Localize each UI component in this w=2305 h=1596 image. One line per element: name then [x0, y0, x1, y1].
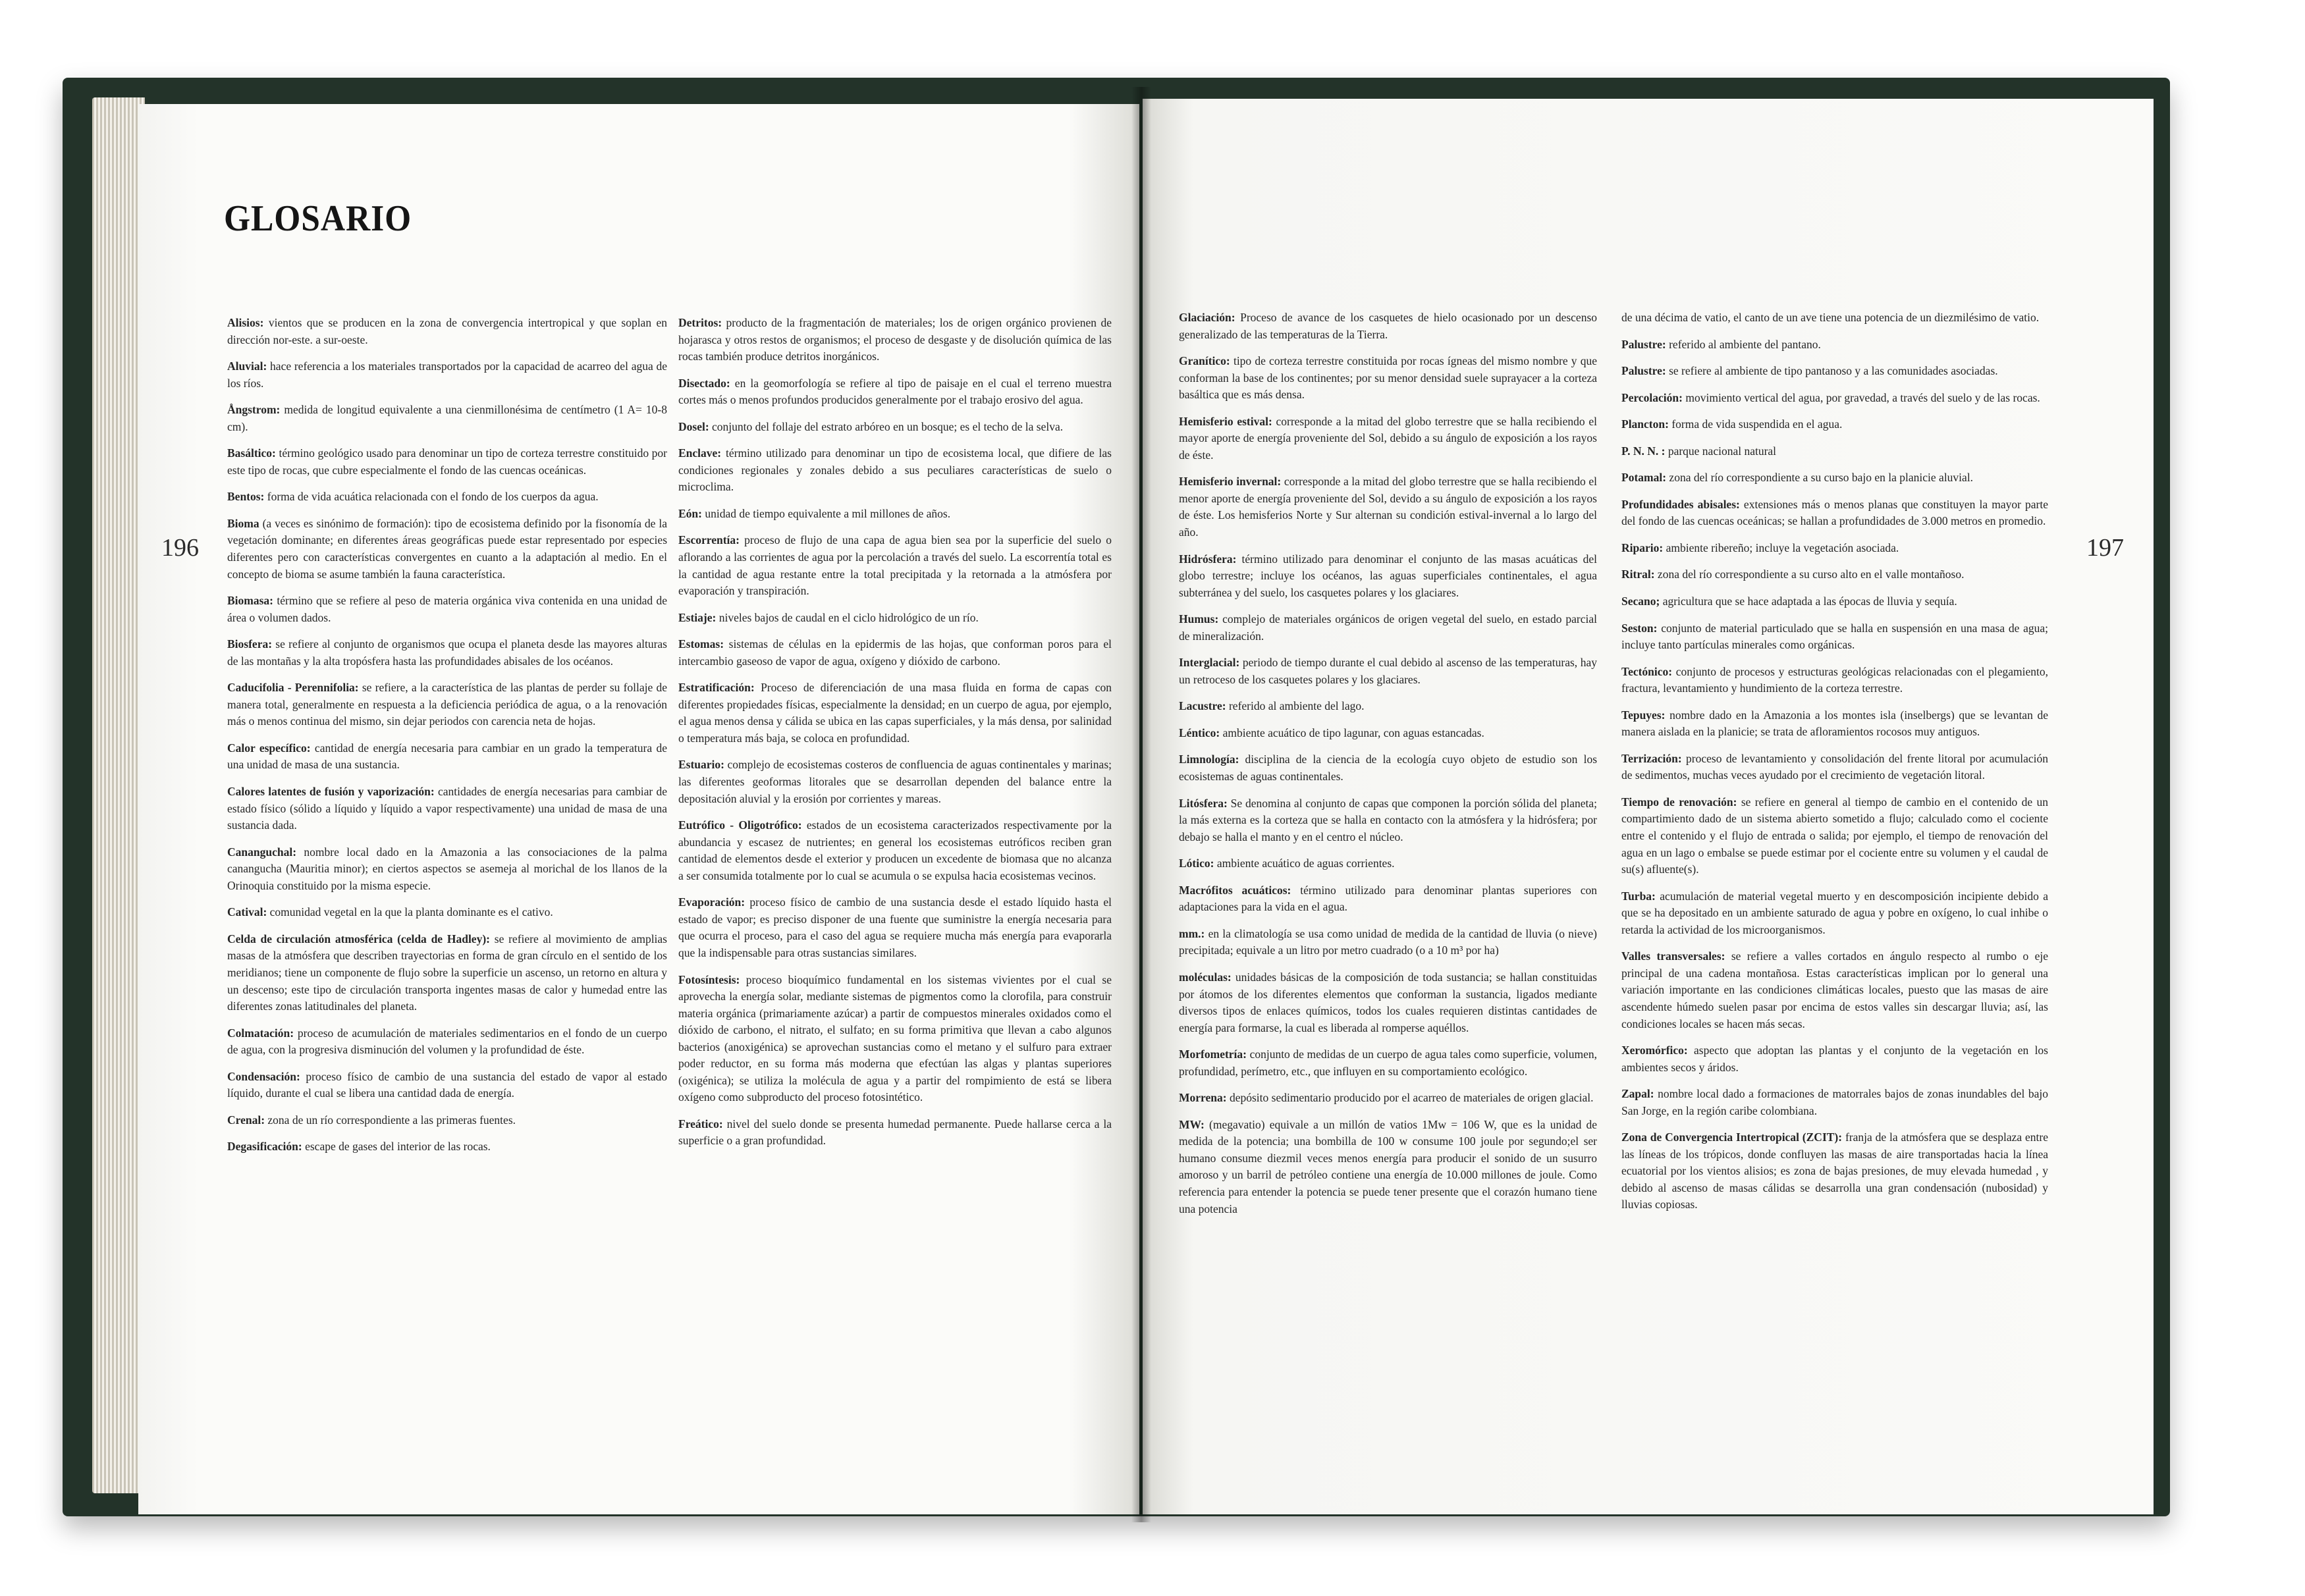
glossary-term: Hemisferio estival: — [1179, 414, 1272, 428]
glossary-definition: término que se refiere al peso de materia orgánica viva contenida en una unidad de área o volumen dados. — [227, 594, 667, 624]
glossary-definition: referido al ambiente del pantano. — [1666, 337, 1821, 351]
glossary-definition: forma de vida acuática relacionada con el fondo de los cuerpos da agua. — [264, 490, 599, 504]
glossary-definition: conjunto de medidas de un cuerpo de agua tales como superficie, volumen, profundidad, perímetro, etc., que influyen en su comportamiento ecológico. — [1179, 1048, 1597, 1078]
glossary-entry — [227, 358, 667, 392]
glossary-term: Disectado: — [678, 376, 730, 390]
glossary-term: Biomasa: — [227, 594, 273, 608]
glossary-entry — [678, 894, 1112, 961]
glossary-term: Bentos: — [227, 490, 265, 504]
glossary-entry — [227, 844, 667, 895]
glossary-entry — [1621, 707, 2048, 741]
glossary-term: Cananguchal: — [227, 845, 297, 859]
glossary-term: Xeromórfico: — [1621, 1044, 1688, 1057]
glossary-entry — [1621, 496, 2048, 530]
glossary-definition: se refiere al conjunto de organismos que ocupa el planeta desde las mayores alturas de las montañas y la alta tropósfera hasta las profundidades abisales de los océanos. — [227, 637, 667, 668]
glossary-definition: proceso de acumulación de materiales sedimentarios en el fondo de un cuerpo de agua, con la progresiva disminución del volumen y la profundidad de éste. — [227, 1026, 667, 1057]
glossary-definition: nivel del suelo donde se presenta humedad permanente. Puede hallarse cerca a la superficie o a gran profundidad. — [678, 1117, 1112, 1148]
glossary-definition: nombre dado en la Amazonia a los montes isla (inselbergs) que se levantan de manera aislada en la planicie; se trata de afloramientos rocosos muy antiguos. — [1621, 708, 2048, 739]
glossary-entry — [1179, 353, 1597, 404]
glossary-term: Zona de Convergencia Intertropical (ZCIT): — [1621, 1130, 1843, 1144]
glossary-definition: zona del río correspondiente a su curso bajo en la planicie aluvial. — [1666, 471, 1974, 485]
glossary-definition: se refiere a valles cortados en ángulo respecto al rumbo o eje principal de una cadena montañosa. Estas características implican por lo general una variación importante en las condiciones climáticas locales, puesto que las masas de aire ascendente húmedo suelen pasar por encima de estos valles sin descargar lluvia; así, las condiciones locales se hacen más secas. — [1621, 949, 2048, 1030]
glossary-definition: conjunto del follaje del estrato arbóreo en un bosque; es el techo de la selva. — [709, 419, 1064, 433]
glossary-entry — [1179, 611, 1597, 645]
glossary-definition: unidades básicas de la composición de toda sustancia; se hallan constituidas por átomos de los diferentes elementos que conforman la sustancia, ligados mediante diversos tipos de enlaces químicos, todos los cuales requieren distintas cantidades de energía para formarse, la cual es liberada al romperse aquéllos. — [1179, 970, 1597, 1034]
glossary-column-3 — [1179, 309, 1597, 1227]
glossary-entry — [227, 679, 667, 730]
glossary-definition: proceso bioquímico fundamental en los sistemas vivientes por el cual se aprovecha la energía solar, mediante sistemas de pigmentos como la clorofila, para construir materia orgánica (primariamente azúcar) a partir de compuestos minerales oxidados como el dióxido de carbono, el nitrato, el sulfato; en su forma primitiva que llevan a cabo algunos bacterios (anoxigénica) se aprovechan sustancias como el metano y el sulfuro para extraer poder reductor, en su forma más moderna que efectúan las algas y plantas superiores (oxigénica); se utiliza la molécula de agua y a partir del rompimiento de está se libera oxígeno como subproducto del proceso fotosintético. — [678, 972, 1112, 1104]
glossary-term: Palustre: — [1621, 364, 1666, 378]
glossary-term: Dosel: — [678, 419, 709, 433]
book-gutter — [1131, 87, 1151, 1522]
glossary-definition: Proceso de diferenciación de una masa fluida en forma de capas con diferentes propiedades físicas, especialmente la densidad; en un cuerpo de agua, por ejemplo, el agua menos densa y cálida se ubica en las capas superficiales, y la más densa, por salinidad o temperatura más baja, se coloca en profundidad. — [678, 681, 1112, 745]
glossary-entry — [1621, 1042, 2048, 1076]
glossary-term: Glaciación: — [1179, 311, 1235, 324]
glossary-entry — [227, 931, 667, 1015]
glossary-term: Léntico: — [1179, 726, 1220, 739]
glossary-term: Estratificación: — [678, 681, 755, 695]
glossary-definition: término utilizado para denominar el conjunto de las masas acuáticas del globo terrestre; incluye los océanos, las aguas superficiales continentales, el agua subterránea y del suelo, los casquetes polares y los glaciares. — [1179, 552, 1597, 599]
glossary-entry — [227, 1025, 667, 1059]
glossary-entry — [1179, 551, 1597, 602]
glossary-entry — [1179, 1090, 1597, 1107]
glossary-entry — [1179, 882, 1597, 916]
glossary-definition: tipo de corteza terrestre constituida por rocas ígneas del mismo nombre y que conforman la base de los continentes; por su menor densidad suele suprayacer a la corteza basáltica que es más densa. — [1179, 354, 1597, 402]
glossary-definition: (a veces es sinónimo de formación): tipo de ecosistema definido por la fisonomía de la vegetación dominante; en diferentes áreas geográficas puede estar representado por especies diferentes pero con características convergentes en cuanto a la adaptación al medio. En el concepto de bioma se asume también la fauna característica. — [227, 516, 667, 581]
glossary-entry — [227, 593, 667, 626]
glossary-term: Valles transversales: — [1621, 949, 1725, 963]
glossary-term: mm.: — [1179, 926, 1205, 940]
glossary-entry — [1179, 654, 1597, 688]
glossary-definition: conjunto de material particulado que se halla en suspensión en una masa de agua; incluye tanto partículas minerales como orgánicas. — [1621, 621, 2048, 652]
glossary-entry — [678, 679, 1112, 747]
page-edges — [92, 97, 145, 1493]
glossary-term: Estomas: — [678, 637, 724, 651]
glossary-term: Turba: — [1621, 889, 1656, 903]
glossary-definition: nombre local dado en la Amazonia a las consociaciones de la palma canangucha (Mauritia minor); en ciertos aspectos se asemeja al morichal de los llanos de la Orinoquia constituido por la misma especie. — [227, 845, 667, 892]
glossary-term: Basáltico: — [227, 446, 276, 460]
glossary-term: Tepuyes: — [1621, 708, 1666, 722]
glossary-definition: agricultura que se hace adaptada a las épocas de lluvia y sequía. — [1660, 595, 1957, 608]
glossary-definition: complejo de ecosistemas costeros de confluencia de aguas continentales y marinas; las diferentes geoformas litorales que se desarrollan dependen del balance entre la depositación aluvial y la erosión por corrientes y mareas. — [678, 758, 1112, 805]
glossary-term: Lacustre: — [1179, 699, 1226, 713]
glossary-definition: comunidad vegetal en la que la planta dominante es el cativo. — [267, 905, 553, 919]
glossary-entry — [1621, 390, 2048, 407]
glossary-definition: se refiere al ambiente de tipo pantanoso y a las comunidades asociadas. — [1666, 364, 1998, 378]
glossary-term: Litósfera: — [1179, 796, 1228, 810]
glossary-term: Limnología: — [1179, 753, 1239, 766]
glossary-entry — [678, 636, 1112, 670]
glossary-definition: producto de la fragmentación de materiales; los de origen orgánico provienen de hojarasca y otros restos de organismos; el proceso de desgaste y de disolución química de las rocas también produce detritos inorgánicos. — [678, 316, 1112, 363]
glossary-definition: Se denomina al conjunto de capas que componen la porción sólida del planeta; la más externa es la corteza que se halla en contacto con la atmósfera y la hidrósfera; por debajo se halla el manto y en el centro el núcleo. — [1179, 796, 1597, 843]
glossary-term: Biosfera: — [227, 637, 273, 651]
glossary-term: Ripario: — [1621, 541, 1664, 554]
glossary-entry — [1179, 855, 1597, 872]
glossary-term: Ritral: — [1621, 568, 1655, 581]
glossary-term: Morfometría: — [1179, 1048, 1247, 1061]
glossary-entry — [1621, 363, 2048, 380]
glossary-term: Granítico: — [1179, 354, 1230, 368]
glossary-entry — [1621, 888, 2048, 939]
glossary-definition: periodo de tiempo durante el cual debido al ascenso de las temperaturas, hay un retroceso de los casquetes polares y los glaciares. — [1179, 656, 1597, 686]
glossary-term: Eón: — [678, 506, 702, 520]
glossary-definition: movimiento vertical del agua, por gravedad, a través del suelo y de las rocas. — [1682, 390, 2040, 404]
glossary-column-1 — [227, 315, 667, 1165]
glossary-definition: cantidad de energía necesaria para cambiar en un grado la temperatura de una unidad de masa de una sustancia. — [227, 741, 667, 772]
glossary-term: Escorrentía: — [678, 533, 740, 547]
glossary-term: Eutrófico - Oligotrófico: — [678, 818, 802, 832]
glossary-definition: se refiere, a la característica de las plantas de perder su follaje de manera total, generalmente en respuesta a la deficiencia periódica de agua, o a la renovación más o menos continua del mismo, sin dejar periodos con carencia neta de hojas. — [227, 681, 667, 728]
glossary-term: Profundidades abisales: — [1621, 497, 1740, 511]
glossary-definition: niveles bajos de caudal en el ciclo hidrológico de un río. — [716, 610, 979, 624]
glossary-entry — [1621, 566, 2048, 583]
glossary-entry — [1621, 1129, 2048, 1213]
glossary-definition: proceso de flujo de una capa de agua bien sea por la superficie del suelo o aflorando a las corrientes de agua por la percolación a través del suelo. La escorrentía total es la cantidad de agua restante entre la total precipitada y la retornada a la atmósfera por evaporación y transpiración. — [678, 533, 1112, 598]
glossary-definition: proceso físico de cambio de una sustancia desde el estado líquido hasta el estado de vapor; es preciso disponer de una fuente que suministre la energía necesaria para que ocurra el proceso, para el caso del agua se requiere mucha más energía para evaporarla que la indispensable para otras sustancias similares. — [678, 895, 1112, 959]
glossary-definition: aspecto que adoptan las plantas y el conjunto de la vegetación en los ambientes secos y áridos. — [1621, 1044, 2048, 1074]
glossary-definition: proceso físico de cambio de una sustancia del estado de vapor al estado líquido, durante el cual se libera una cantidad dada de energía. — [227, 1069, 667, 1100]
glossary-entry — [227, 1069, 667, 1102]
glossary-term: Potamal: — [1621, 471, 1667, 485]
glossary-entry — [227, 445, 667, 479]
glossary-entry — [1621, 540, 2048, 557]
glossary-entry — [227, 516, 667, 583]
glossary-entry — [227, 784, 667, 834]
glossary-term: Degasificación: — [227, 1140, 302, 1154]
glossary-term: Catival: — [227, 905, 267, 919]
glossary-term: Terrización: — [1621, 751, 1682, 765]
glossary-entry — [1621, 469, 2048, 487]
glossary-term: Alisios: — [227, 316, 264, 329]
glossary-entry — [1621, 620, 2048, 654]
glossary-definition: término geológico usado para denominar un tipo de corteza terrestre constituido por este tipo de rocas, que cubre especialmente el fondo de las cuencas oceánicas. — [227, 446, 667, 477]
glossary-term: Seston: — [1621, 621, 1658, 635]
glossary-term: Estuario: — [678, 758, 724, 772]
glossary-definition: de una décima de vatio, el canto de un ave tiene una potencia de un diezmilésimo de vatio. — [1621, 311, 2040, 324]
glossary-definition: forma de vida suspendida en el agua. — [1668, 417, 1843, 431]
glossary-entry — [1621, 336, 2048, 354]
glossary-definition: medida de longitud equivalente a una cienmillonésima de centímetro (1 A= 10-8 cm). — [227, 403, 667, 433]
glossary-term: Palustre: — [1621, 337, 1666, 351]
glossary-entry — [678, 1116, 1112, 1150]
glossary-term: Caducifolia - Perennifolia: — [227, 681, 359, 695]
glossary-definition: ambiente acuático de aguas corrientes. — [1214, 857, 1395, 870]
glossary-definition: Proceso de avance de los casquetes de hielo ocasionado por un descenso generalizado de las temperaturas de la Tierra. — [1179, 311, 1597, 341]
glossary-term: Aluvial: — [227, 359, 267, 373]
glossary-definition: zona del río correspondiente a su curso alto en el valle montañoso. — [1654, 568, 1965, 581]
glossary-term: Percolación: — [1621, 390, 1683, 404]
glossary-definition: zona de un río correspondiente a las primeras fuentes. — [265, 1113, 516, 1127]
glossary-entry — [1179, 473, 1597, 541]
glossary-entry — [678, 817, 1112, 884]
glossary-term: Calor específico: — [227, 741, 311, 755]
glossary-term: Morrena: — [1179, 1091, 1227, 1105]
glossary-term: Lótico: — [1179, 857, 1214, 870]
glossary-definition: en la geomorfología se refiere al tipo de paisaje en el cual el terreno muestra cortes más o menos profundos producidos generalmente por el trabajo erosivo del agua. — [678, 376, 1112, 407]
glossary-definition: acumulación de material vegetal muerto y en descomposición incipiente debido a que se ha depositado en un ambiente saturado de agua y pobre en oxígeno, lo cual inhibe o retarda la actividad de los microorganismos. — [1621, 889, 2048, 936]
glossary-definition: vientos que se producen en la zona de convergencia intertropical y que soplan en dirección nor-este. a sur-oeste. — [227, 316, 667, 346]
glossary-entry — [227, 489, 667, 506]
glossary-definition: término utilizado para denominar plantas superiores con adaptaciones para la vida en el agua. — [1179, 883, 1597, 914]
glossary-term: Macrófitos acuáticos: — [1179, 883, 1291, 897]
glossary-definition: estados de un ecosistema caracterizados respectivamente por la abundancia y escasez de nutrientes; en general los ecosistemas eutróficos reciben gran cantidad de elementos desde el exterior y producen un excedente de biomasa que no alcanza a ser consumida totalmente por lo cual se acumula o se expulsa hacia ecosistemas vecinos. — [678, 818, 1112, 882]
glossary-column-2 — [678, 315, 1112, 1159]
glossary-definition: escape de gases del interior de las rocas. — [302, 1140, 491, 1154]
glossary-term: Zapal: — [1621, 1087, 1654, 1101]
glossary-entry — [1621, 948, 2048, 1032]
glossary-term: Hemisferio invernal: — [1179, 475, 1282, 489]
glossary-definition: unidad de tiempo equivalente a mil millones de años. — [701, 506, 951, 520]
glossary-definition: se refiere al movimiento de amplias masas de la atmósfera que describen trayectorias en forma de gran círculo en el sentido de los meridianos; tiene un componente de flujo sobre la superficie un ascenso, un retorno en altura y un descenso; este tipo de circulación transporta ingentes masas de calor y humedad entre las diferentes zonas latitudinales del planeta. — [227, 932, 667, 1013]
glossary-term: Tiempo de renovación: — [1621, 795, 1737, 809]
glossary-entry — [678, 506, 1112, 523]
glossary-entry — [678, 610, 1112, 627]
glossary-term: Hidrósfera: — [1179, 552, 1237, 566]
page-number-right: 197 — [2086, 534, 2124, 562]
glossary-definition: corresponde a la mitad del globo terrestre que se halla recibiendo el menor aporte de energía proveniente del Sol, devido a su ángulo de exposición a los rayos de éste. Los hemisferios Norte y Sur alternan su condición estival-invernal a lo largo del año. — [1179, 475, 1597, 539]
glossary-definition: referido al ambiente del lago. — [1226, 699, 1365, 713]
glossary-entry — [678, 972, 1112, 1106]
glossary-entry — [678, 532, 1112, 599]
glossary-entry — [678, 315, 1112, 365]
glossary-term: Estiaje: — [678, 610, 717, 624]
glossary-term: Interglacial: — [1179, 656, 1240, 670]
glossary-entry — [227, 402, 667, 435]
glossary-entry — [1621, 593, 2048, 610]
glossary-entry — [1179, 751, 1597, 785]
glossary-definition: sistemas de células en la epidermis de las hojas, que conforman poros para el intercambio gaseoso de vapor de agua, oxígeno y dióxido de carbono. — [678, 637, 1112, 668]
glossary-term: P. N. N. : — [1621, 444, 1666, 458]
glossary-entry — [227, 636, 667, 670]
glossary-definition: nombre local dado a formaciones de matorrales bajos de zonas inundables del bajo San Jorge, en la región caribe colombiana. — [1621, 1087, 2048, 1117]
glossary-definition: complejo de materiales orgánicos de origen vegetal del suelo, en estado parcial de mineralización. — [1179, 612, 1597, 643]
glossary-term: Fotosíntesis: — [678, 972, 740, 986]
glossary-entry — [227, 1138, 667, 1156]
page-title: GLOSARIO — [224, 198, 412, 239]
glossary-definition: corresponde a la mitad del globo terrestre que se halla recibiendo el mayor aporte de energía proveniente del Sol, debido a su ángulo de exposición a los rayos de éste. — [1179, 414, 1597, 462]
glossary-term: Condensación: — [227, 1069, 300, 1083]
glossary-entry — [1179, 1046, 1597, 1080]
glossary-entry — [227, 1112, 667, 1129]
glossary-entry — [227, 904, 667, 921]
glossary-term: Calores latentes de fusión y vaporización: — [227, 785, 435, 799]
glossary-entry — [678, 757, 1112, 807]
glossary-entry — [1179, 309, 1597, 343]
glossary-column-4 — [1621, 309, 2048, 1223]
glossary-entry — [1179, 413, 1597, 464]
glossary-entry — [227, 315, 667, 348]
glossary-definition: hace referencia a los materiales transportados por la capacidad de acarreo del agua de los ríos. — [227, 359, 667, 390]
glossary-entry — [227, 740, 667, 774]
glossary-entry — [1179, 926, 1597, 959]
glossary-definition: disciplina de la ciencia de la ecología cuyo objeto de estudio son los ecosistemas de aguas continentales. — [1179, 753, 1597, 784]
glossary-term: Ångstrom: — [227, 403, 281, 417]
glossary-term: Bioma — [227, 516, 259, 530]
glossary-definition: ambiente acuático de tipo lagunar, con aguas estancadas. — [1220, 726, 1484, 739]
glossary-entry — [1621, 1086, 2048, 1119]
glossary-term: Enclave: — [678, 446, 722, 460]
glossary-term: Crenal: — [227, 1113, 265, 1127]
glossary-term: Secano; — [1621, 595, 1660, 608]
glossary-entry — [1179, 795, 1597, 846]
glossary-definition: ambiente ribereño; incluye la vegetación asociada. — [1663, 541, 1899, 554]
glossary-term: Plancton: — [1621, 417, 1669, 431]
glossary-definition: depósito sedimentario producido por el acarreo de materiales de origen glacial. — [1226, 1091, 1594, 1105]
glossary-definition: en la climatología se usa como unidad de medida de la cantidad de lluvia (o nieve) precipitada; equivale a un litro por metro cuadrado (o a 10 m³ por ha) — [1179, 926, 1597, 957]
glossary-entry — [678, 445, 1112, 496]
glossary-entry — [678, 419, 1112, 436]
page-number-left: 196 — [161, 534, 199, 562]
glossary-entry — [1621, 794, 2048, 878]
glossary-term: moléculas: — [1179, 970, 1232, 984]
glossary-entry — [1621, 664, 2048, 697]
glossary-term: Humus: — [1179, 612, 1219, 626]
glossary-entry — [1179, 1117, 1597, 1217]
glossary-term: Detritos: — [678, 316, 722, 329]
glossary-term: Freático: — [678, 1117, 723, 1130]
glossary-definition: conjunto de procesos y estructuras geológicas relacionadas con el plegamiento, fractura, levantamiento y hundimiento de la corteza terrestre. — [1621, 664, 2048, 695]
glossary-entry — [1621, 751, 2048, 784]
glossary-entry — [1179, 969, 1597, 1036]
glossary-term: Celda de circulación atmosférica (celda de Hadley): — [227, 932, 490, 945]
glossary-term: MW: — [1179, 1117, 1205, 1131]
glossary-entry — [1621, 309, 2048, 327]
glossary-entry — [1621, 416, 2048, 433]
glossary-definition: extensiones más o menos planas que constituyen la mayor parte del fondo de las cuencas oceánicas; se hallan a profundidades de 3.000 metros en promedio. — [1621, 497, 2048, 528]
glossary-definition: (megavatio) equivale a un millón de vatios 1Mw = 106 W, que es la unidad de medida de la potencia; una bombilla de 100 w consume 100 joule por segundo;el ser humano consume diezmil veces menos energía para producir el sonido de un susurro amoroso y un barril de petróleo contiene una energía de 10.000 millones de joule. Como referencia para entender la potencia se puede tener presente que el corazón humano tiene una potencia — [1179, 1117, 1597, 1215]
glossary-definition: franja de la atmósfera que se desplaza entre las líneas de los trópicos, donde confluyen las masas de aire transportadas hacia la línea ecuatorial por los vientos alisios; es zona de bajas presiones, de muy elevada humedad , y debido al ascenso de masas cálidas se desarrolla una gran condensación (nubosidad) y lluvias copiosas. — [1621, 1130, 2048, 1211]
glossary-definition: proceso de levantamiento y consolidación del frente litoral por acumulación de sedimentos, muchas veces ayudado por el crecimiento de vegetación litoral. — [1621, 751, 2048, 782]
glossary-term: Colmatación: — [227, 1026, 294, 1040]
glossary-entry — [1179, 725, 1597, 742]
glossary-definition: término utilizado para denominar un tipo de ecosistema local, que difiere de las condiciones regionales y zonales debido a sus peculiares características de suelo o microclima. — [678, 446, 1112, 494]
glossary-definition: cantidades de energía necesarias para cambiar de estado físico (sólido a líquido y líquido a vapor respectivamente) una unidad de masa de una sustancia dada. — [227, 785, 667, 832]
glossary-entry — [1179, 698, 1597, 715]
glossary-definition: parque nacional natural — [1665, 444, 1777, 458]
glossary-term: Tectónico: — [1621, 664, 1673, 678]
glossary-term: Evaporación: — [678, 895, 746, 909]
glossary-entry — [678, 375, 1112, 409]
glossary-entry — [1621, 443, 2048, 460]
glossary-definition: se refiere en general al tiempo de cambio en el contenido de un compartimiento dado de un sistema abierto sometido a flujo; calculado como el cociente entre el contenido y el flujo de entrada o salida; por ejemplo, el tiempo de renovación del agua en un lago o embalse se puede estimar por el cociente entre su volumen y el caudal de su(s) afluente(s). — [1621, 795, 2049, 876]
